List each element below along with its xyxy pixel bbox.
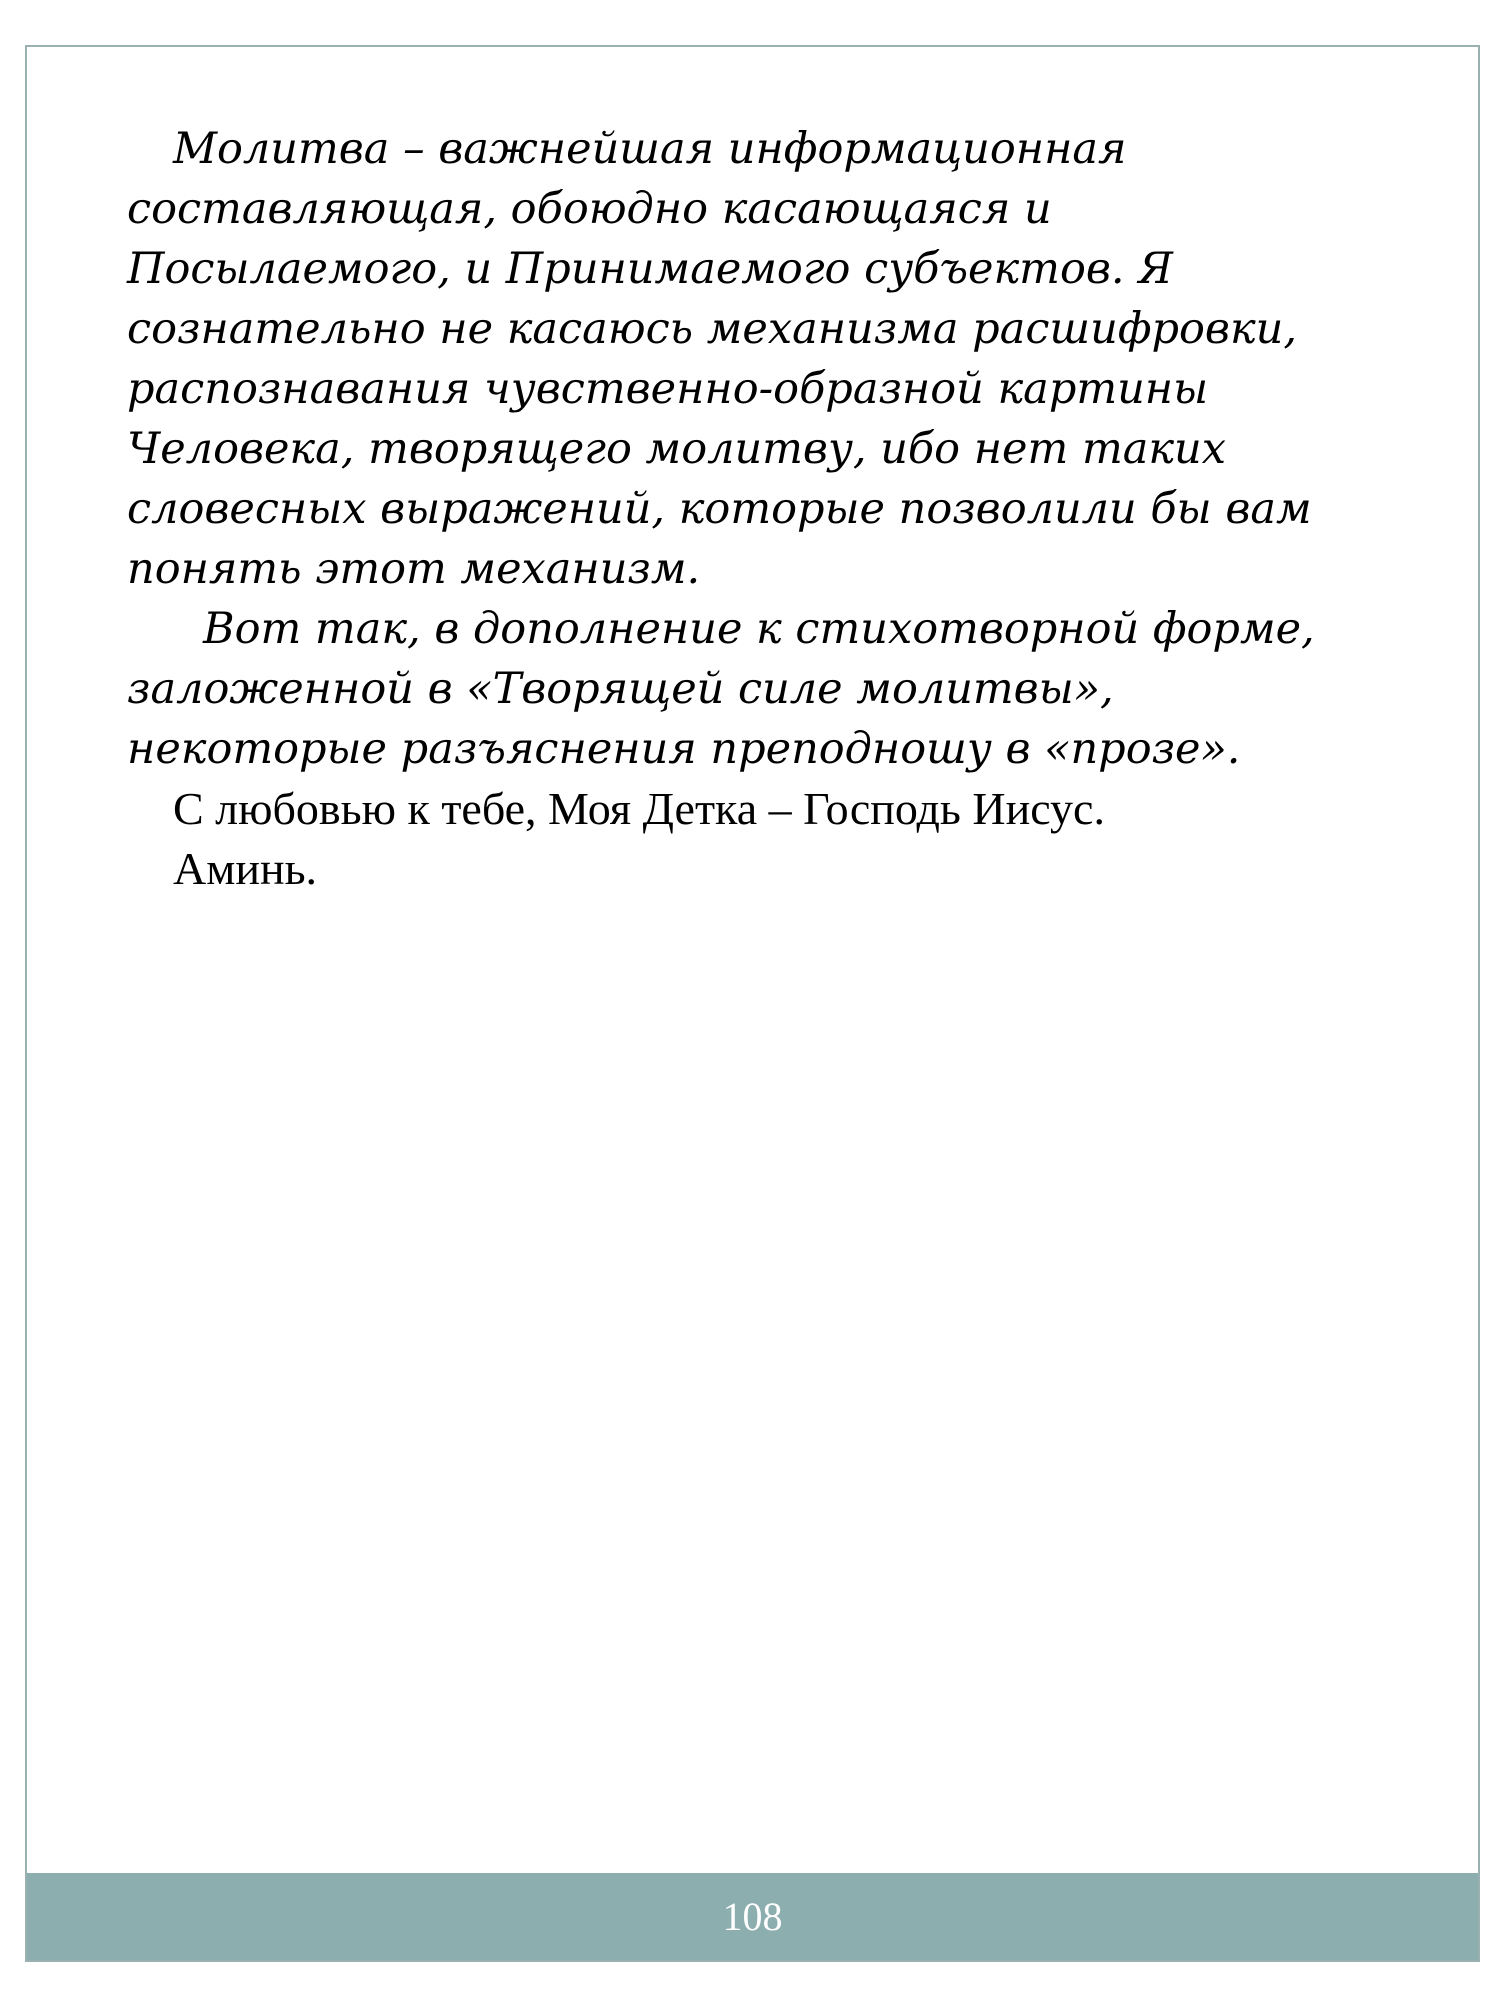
text-line: заложенной в «Творящей силе молитвы», [127,664,1114,714]
text-line: Молитва – важнейшая информационная [173,124,1127,174]
text-line: Посылаемого, и Принимаемого субъектов. Я [127,244,1173,294]
text-line: понять этот механизм. [127,544,701,594]
body-text [127,119,1467,899]
text-line: сознательно не касаюсь механизма расшифровки, [127,304,1297,354]
page-number: 108 [722,1894,783,1939]
text-line: распознавания чувственно-образной картины [127,364,1209,414]
text-line: некоторые разъяснения преподношу в «прозе». [127,724,1241,774]
text-line: Вот так, в дополнение к стихотворной форме, [203,604,1315,654]
text-line: Аминь. [173,843,318,894]
text-line: словесных выражений, которые позволили бы вам [127,484,1312,534]
text-line: Человека, творящего молитву, ибо нет таких [127,424,1226,474]
footer-band [27,1873,1478,1960]
page-frame [25,45,1480,1962]
text-line: С любовью к тебе, Моя Детка – Господь Иисус. [173,783,1105,834]
text-line: составляющая, обоюдно касающаяся и [127,184,1052,234]
